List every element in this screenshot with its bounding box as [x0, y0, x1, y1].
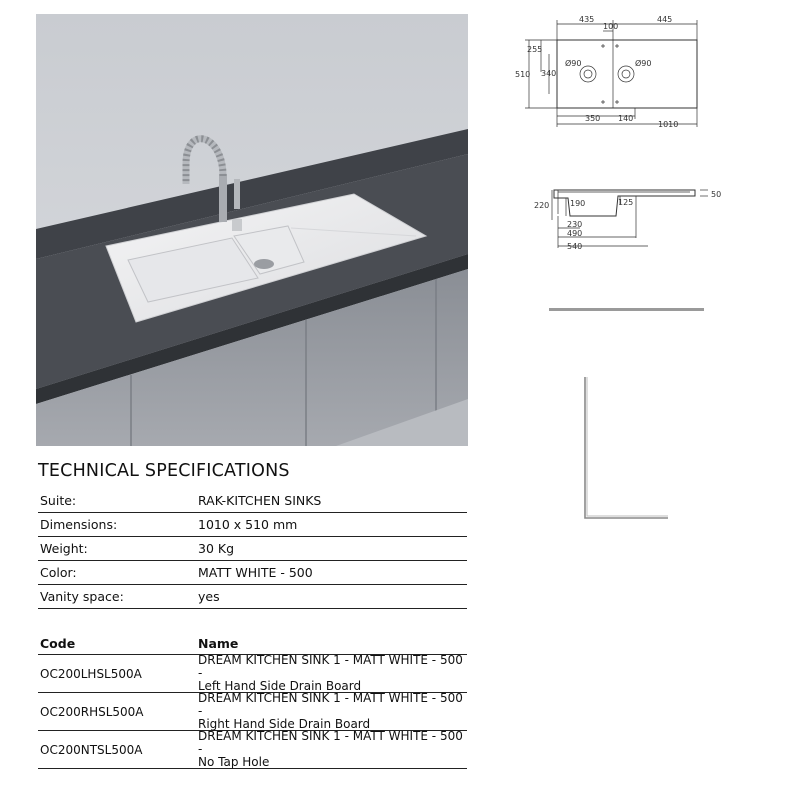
product-name-line1: DREAM KITCHEN SINK 1 - MATT WHITE - 500 - [198, 691, 463, 718]
dim-label: 220 [534, 201, 550, 210]
code-column-header: Code [40, 635, 76, 651]
plan-view-drawing [515, 14, 715, 130]
table-row [38, 655, 467, 693]
dim-label: 140 [618, 114, 634, 123]
spec-value: yes [198, 589, 220, 604]
page-title: TECHNICAL SPECIFICATIONS [38, 461, 290, 481]
dim-label: 255 [527, 45, 543, 54]
product-name-line2: Right Hand Side Drain Board [198, 717, 371, 731]
product-name-line1: DREAM KITCHEN SINK 1 - MATT WHITE - 500 - [198, 729, 463, 756]
spec-row-weight [38, 537, 467, 561]
product-code: OC200RHSL500A [40, 704, 144, 719]
dim-label: 510 [515, 70, 531, 79]
spec-value: MATT WHITE - 500 [198, 565, 313, 580]
spec-label: Vanity space: [40, 589, 124, 604]
dim-label: Ø90 [565, 59, 582, 68]
spec-table [38, 489, 467, 609]
spec-row-dimensions [38, 513, 467, 537]
product-name-line2: No Tap Hole [198, 755, 270, 769]
code-table [38, 632, 467, 769]
name-column-header: Name [198, 635, 239, 651]
product-name-line2: Left Hand Side Drain Board [198, 679, 362, 693]
product-name [198, 654, 467, 693]
dim-label: Ø90 [635, 59, 652, 68]
dim-label: 350 [585, 114, 601, 123]
spec-label: Weight: [40, 541, 88, 556]
divider-line [549, 308, 704, 311]
dim-label: 1010 [658, 120, 679, 129]
product-name-line1: DREAM KITCHEN SINK 1 - MATT WHITE - 500 - [198, 653, 463, 680]
dim-label: 490 [567, 229, 583, 238]
table-row [38, 731, 467, 769]
spec-label: Dimensions: [40, 517, 118, 532]
spec-label: Suite: [40, 493, 77, 508]
spec-value: 1010 x 510 mm [198, 517, 298, 532]
section-view-drawing [530, 180, 725, 252]
product-code: OC200LHSL500A [40, 666, 142, 681]
dim-label: 540 [567, 242, 583, 251]
dim-label: 190 [570, 199, 586, 208]
dim-label: 125 [618, 198, 634, 207]
spec-row-vanity-space [38, 585, 467, 609]
code-table-header [38, 632, 467, 655]
dim-label: 340 [541, 69, 557, 78]
profile-outline-drawing [582, 375, 672, 523]
dim-label: 435 [579, 15, 595, 24]
spec-label: Color: [40, 565, 77, 580]
spec-row-color [38, 561, 467, 585]
dim-label: 100 [603, 22, 619, 31]
product-photo [36, 14, 468, 446]
product-name [198, 730, 467, 769]
dim-label: 445 [657, 15, 673, 24]
product-name [198, 692, 467, 731]
dim-label: 230 [567, 220, 583, 229]
table-row [38, 693, 467, 731]
product-code: OC200NTSL500A [40, 742, 143, 757]
spec-value: RAK-KITCHEN SINKS [198, 493, 322, 508]
spec-value: 30 Kg [198, 541, 235, 556]
spec-row-suite [38, 489, 467, 513]
dim-label: 50 [711, 190, 722, 199]
